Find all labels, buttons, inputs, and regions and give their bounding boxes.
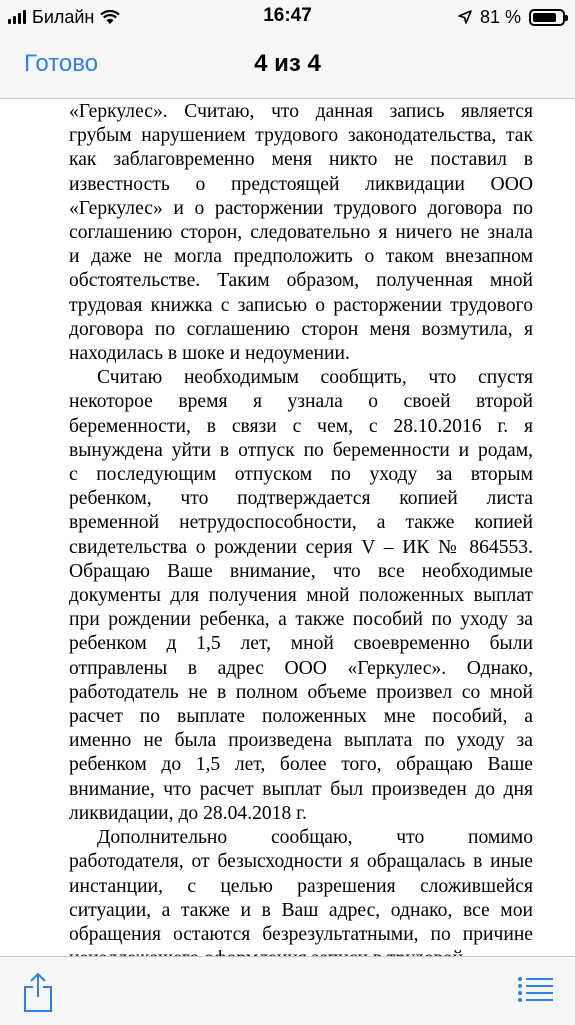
document-line: внимание, что расчет выплат был произведен до дня (69, 778, 533, 800)
document-line: именно не была произведена выплата по уходу за (69, 730, 533, 752)
document-line: Обращаю Ваше внимание, что все необходимые (69, 560, 533, 582)
carrier-name: Билайн (32, 6, 95, 27)
list-icon[interactable] (517, 975, 553, 1005)
document-line: Считаю необходимым сообщить, что спустя (97, 367, 533, 389)
document-line: договора по соглашению сторон меня возмутила, я (69, 318, 533, 340)
document-line: соглашению сторон, следовательно я ничего не знала (69, 222, 533, 244)
document-line: вынуждена уйти в отпуск по беременности и родам, (69, 439, 533, 461)
document-line: как заблаговременно меня никто не поставил в (69, 149, 533, 171)
document-line: трудовая книжка с записью о расторжении трудового (69, 294, 533, 316)
document-line: некоторое время я узнала о своей второй (69, 391, 533, 413)
document-line: ребенком, что подтверждается копией листа (69, 488, 533, 510)
document-line: и даже не могла предположить о таком внезапном (69, 246, 533, 268)
document-page[interactable] (0, 99, 575, 956)
navigation-bar (0, 34, 575, 99)
document-line: беременности, в связи с чем, с 28.10.2016 г. я (69, 415, 533, 437)
battery-percent: 81 % (479, 6, 521, 27)
clock: 16:47 (263, 5, 312, 26)
share-icon[interactable] (20, 971, 56, 1013)
document-line: при рождении ребенка, а также пособий по уходу за (69, 609, 533, 631)
document-line: обстоятельстве. Таким образом, полученная мной (69, 270, 533, 292)
document-line: ребенком до 1,5 лет, более того, обращаю Ваше (69, 754, 533, 776)
page-indicator: 4 из 4 (254, 50, 321, 77)
document-line: расчет по выплате положенных мне пособий, а (69, 706, 533, 728)
document-line: известность о предстоящей ликвидации ООО (69, 173, 533, 195)
document-line: обращения остаются безрезультатными, по причине (69, 923, 533, 945)
document-line: находилась в шоке и недоумении. (69, 343, 350, 365)
document-line: Дополнительно сообщаю, что помимо (97, 827, 533, 849)
battery-level (533, 13, 556, 22)
battery-icon (529, 9, 565, 26)
document-line: свидетельства о рождении серия V – ИК № 864553. (69, 536, 533, 558)
document-line: ребенком д 1,5 лет, мной своевременно были (69, 633, 533, 655)
document-line: работодатель не в полном объеме произвел со мной (69, 681, 533, 703)
document-line: с последующим отпуском по уходу за вторым (69, 464, 533, 486)
status-bar (0, 0, 575, 34)
document-text (69, 100, 533, 971)
document-line: «Геркулес» и о расторжении трудового договора по (69, 197, 533, 219)
document-line: документы для получения мной положенных выплат (69, 585, 533, 607)
document-line: работодателя, от безысходности я обращалась в иные (69, 851, 533, 873)
document-paragraph (69, 366, 533, 826)
done-button[interactable]: Готово (24, 50, 99, 77)
document-line: отправлены в адрес ООО «Геркулес». Однако, (69, 657, 533, 679)
document-line: временной нетрудоспособности, а также копией (69, 512, 533, 534)
document-line: «Геркулес». Считаю, что данная запись является (69, 101, 533, 122)
document-paragraph (69, 100, 533, 366)
location-arrow-icon (458, 10, 472, 24)
status-bar-right (458, 5, 565, 29)
document-line: инстанции, с целью разрешения сложившейся (69, 875, 533, 897)
document-line: ситуации, а также и в Ваш адрес, однако, все мои (69, 899, 533, 921)
document-paragraph (69, 826, 533, 971)
document-line: ликвидации, до 28.04.2018 г. (69, 802, 307, 824)
bottom-toolbar (0, 956, 575, 1025)
document-line: грубым нарушением трудового законодательства, так (69, 125, 533, 147)
